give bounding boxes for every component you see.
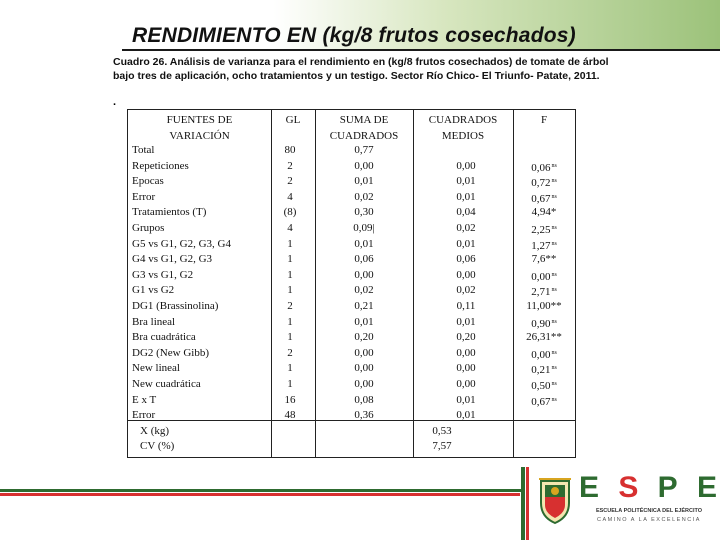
cell-source: Repeticiones	[132, 159, 189, 172]
logo-wordmark	[579, 471, 719, 505]
table-row	[128, 190, 575, 206]
significance-marker: *	[550, 206, 557, 219]
significance-marker: **	[550, 331, 562, 344]
cell-f: $0,00^{ns}$	[531, 270, 557, 283]
cell-f: $0,00^{ns}$	[531, 348, 557, 361]
significance-marker: ns	[551, 381, 557, 387]
cell-cm: 0,00	[456, 378, 476, 390]
cell-cm: 0,11	[456, 300, 476, 312]
logo-letter: E	[696, 471, 719, 504]
cell-f: 26,31**	[526, 331, 562, 344]
cell-f: $0,67^{ns}$	[531, 192, 557, 205]
table-row	[128, 330, 575, 346]
cell-sc: 0,06	[354, 253, 374, 266]
table-row	[128, 237, 575, 253]
cell-cm: 0,01	[456, 190, 476, 203]
cell-gl: 1	[287, 268, 293, 281]
header-f: F	[540, 114, 548, 126]
cell-source: G5 vs G1, G2, G3, G4	[132, 237, 231, 250]
cell-f: $0,90^{ns}$	[531, 317, 557, 330]
cell-f: $0,21^{ns}$	[531, 364, 557, 377]
table-row	[128, 439, 575, 455]
table-row	[128, 159, 575, 175]
cell-cm: 0,20	[456, 331, 476, 344]
table-row	[128, 283, 575, 299]
logo-letter: P	[657, 471, 680, 504]
cell-source: Epocas	[132, 175, 164, 188]
cell-sc: 0,01	[354, 315, 374, 328]
cell-f: $0,50^{ns}$	[531, 380, 557, 392]
cell-f: 11,00**	[526, 300, 562, 312]
cell-sc: 0,02	[354, 284, 374, 297]
cell-f: 4,94*	[531, 206, 557, 219]
significance-marker: ns	[551, 287, 557, 294]
cell-f: 7,6**	[531, 253, 557, 266]
cell-gl: (8)	[283, 206, 297, 219]
table-row	[128, 424, 575, 440]
footer-red-line	[0, 493, 520, 496]
cell-cm: 0,00	[456, 362, 476, 375]
crest-icon	[535, 473, 575, 525]
header-cm-line1: CUADRADOS	[428, 114, 498, 126]
cell-gl: 1	[287, 253, 293, 266]
cell-sc: 0,21	[354, 300, 374, 312]
cell-gl: 1	[287, 362, 293, 375]
cell-source: X (kg)	[140, 424, 170, 437]
cell-gl: 1	[287, 378, 293, 390]
cell-f: $0,72^{ns}$	[531, 177, 557, 190]
cell-gl: 4	[287, 190, 293, 203]
table-row	[128, 315, 575, 331]
cell-gl: 1	[287, 331, 293, 344]
cell-f: $1,27^{ns}$	[531, 239, 557, 252]
cell-source: Bra cuadrática	[132, 331, 196, 344]
cell-cm: 0,02	[456, 284, 476, 297]
anova-table	[127, 109, 576, 458]
header-source-line1: FUENTES DE	[166, 114, 233, 126]
header-gl: GL	[285, 114, 301, 126]
cell-gl: 4	[287, 222, 293, 234]
logo-letter: S	[618, 471, 641, 504]
cell-source: New cuadrática	[132, 378, 201, 390]
cell-source: DG1 (Brassinolina)	[132, 300, 219, 312]
cell-sc: 0,20	[354, 331, 374, 344]
logo-red-stripe	[526, 467, 529, 540]
significance-marker: ns	[551, 365, 557, 372]
table-row	[128, 205, 575, 221]
cell-source: G4 vs G1, G2, G3	[132, 253, 213, 266]
table-row	[128, 377, 575, 393]
header-source-line2: VARIACIÓN	[169, 130, 230, 142]
bullet-point: .	[113, 96, 117, 108]
cell-sc: 0,30	[354, 206, 374, 219]
cell-source: Total	[132, 144, 155, 156]
cell-cm: 0,02	[456, 222, 476, 234]
cell-sc: 0,02	[354, 190, 374, 203]
cell-sc: 0,09|	[353, 222, 375, 234]
cell-source: G3 vs G1, G2	[132, 268, 194, 281]
cell-source: Tratamientos (T)	[132, 206, 207, 219]
header-sc	[315, 112, 413, 144]
cell-sc: 0,00	[354, 159, 374, 172]
cell-sc: 0,01	[354, 237, 374, 250]
cell-source: New lineal	[132, 362, 180, 375]
cell-cm: 0,01	[456, 409, 476, 422]
table-caption: Cuadro 26. Análisis de varianza para el rendimiento en (kg/8 frutos cosechados) de tomate de árbol bajo tres de aplicación, ocho tratamientos y un testigo. Sector Río Chico- El Triunfo- Patate, 2011.	[113, 56, 609, 82]
cell-source: CV (%)	[140, 440, 175, 453]
table-row	[128, 221, 575, 237]
cell-cm: 0,04	[456, 206, 476, 219]
cell-gl: 16	[284, 393, 296, 406]
cell-gl: 1	[287, 315, 293, 328]
significance-marker: ns	[551, 178, 557, 185]
cell-gl: 2	[287, 346, 293, 359]
cell-cm: 0,01	[456, 315, 476, 328]
table-row	[128, 174, 575, 190]
cell-f: $0,06^{ns}$	[531, 161, 557, 174]
logo-motto: CAMINO A LA EXCELENCIA	[597, 517, 701, 523]
cell-source: Grupos	[132, 222, 165, 234]
significance-marker: **	[545, 253, 557, 266]
cell-cm: 0,06	[456, 253, 476, 266]
table-row	[128, 299, 575, 315]
cell-gl: 48	[284, 409, 296, 422]
cell-gl: 1	[287, 237, 293, 250]
cell-cm: 0,01	[456, 393, 476, 406]
header-source	[128, 112, 271, 144]
significance-marker: ns	[551, 271, 557, 278]
significance-marker: ns	[551, 225, 557, 231]
significance-marker: ns	[551, 162, 557, 169]
espe-logo	[521, 467, 720, 540]
significance-marker: ns	[551, 349, 557, 356]
logo-letter: E	[579, 471, 602, 504]
significance-marker: ns	[551, 193, 557, 200]
table-row	[128, 408, 575, 424]
header-cm-line2: MEDIOS	[441, 130, 485, 142]
cell-sc: 0,01	[354, 175, 374, 188]
cell-source: Error	[132, 190, 156, 203]
cell-cm: 0,00	[456, 268, 476, 281]
cell-sc: 0,00	[354, 346, 374, 359]
cell-source: G1 vs G2	[132, 284, 175, 297]
cell-gl: 2	[287, 175, 293, 188]
logo-green-stripe	[521, 467, 525, 540]
cell-f: $2,71^{ns}$	[531, 286, 557, 299]
significance-marker: ns	[551, 240, 557, 247]
cell-source: Bra lineal	[132, 315, 176, 328]
header-sc-line1: SUMA DE	[339, 114, 389, 126]
cell-source: Error	[132, 409, 156, 422]
cell-gl: 2	[287, 159, 293, 172]
table-row	[128, 268, 575, 284]
table-row	[128, 143, 575, 159]
table-row	[128, 252, 575, 268]
cell-cm: 0,01	[456, 237, 476, 250]
cell-gl: 1	[287, 284, 293, 297]
significance-marker: ns	[551, 396, 557, 403]
cell-sc: 0,08	[354, 393, 374, 406]
logo-institution-name: ESCUELA POLITÉCNICA DEL EJÉRCITO	[595, 508, 703, 514]
cell-cm: 0,00	[456, 159, 476, 172]
slide-title: RENDIMIENTO EN (kg/8 frutos cosechados)	[132, 24, 576, 47]
cell-source: E x T	[132, 393, 157, 406]
significance-marker: **	[550, 300, 562, 312]
cell-cm: 0,01	[456, 175, 476, 188]
cell-cm: 7,57	[432, 440, 452, 453]
table-row	[128, 393, 575, 409]
cell-cm: 0,00	[456, 346, 476, 359]
significance-marker: ns	[551, 318, 557, 325]
cell-sc: 0,36	[354, 409, 374, 422]
header-sc-line2: CUADRADOS	[329, 130, 399, 142]
table-row	[128, 346, 575, 362]
table-row	[128, 361, 575, 377]
cell-gl: 2	[287, 300, 293, 312]
cell-source: DG2 (New Gibb)	[132, 346, 209, 359]
cell-sc: 0,00	[354, 268, 374, 281]
cell-cm: 0,53	[432, 424, 452, 437]
header-cm	[413, 112, 513, 144]
title-underline	[122, 49, 720, 51]
cell-gl: 80	[284, 144, 296, 156]
cell-sc: 0,00	[354, 378, 374, 390]
cell-sc: 0,00	[354, 362, 374, 375]
cell-f: $0,67^{ns}$	[531, 395, 557, 408]
cell-f: $2,25^{ns}$	[531, 224, 557, 236]
cell-sc: 0,77	[354, 144, 374, 156]
